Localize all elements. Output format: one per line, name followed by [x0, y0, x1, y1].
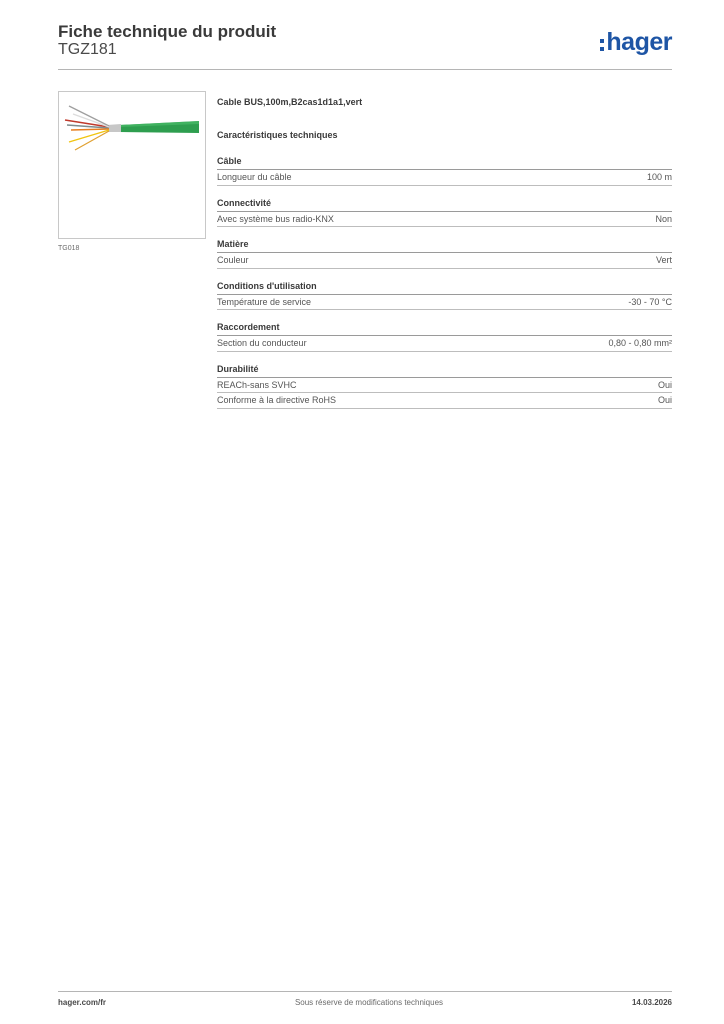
spec-row — [217, 378, 672, 394]
footer-divider — [58, 991, 672, 992]
spec-label: Longueur du câble — [217, 172, 292, 182]
page-footer — [58, 998, 672, 1007]
specs-title: Caractéristiques techniques — [217, 130, 338, 140]
section-heading: Durabilité — [217, 364, 672, 378]
header-divider — [58, 69, 672, 70]
spec-value: Oui — [657, 395, 672, 405]
spec-label: Avec système bus radio-KNX — [217, 213, 334, 224]
section-heading: Connectivité — [217, 198, 672, 212]
document-title: Fiche technique du produit — [58, 22, 277, 41]
bus-cable-icon — [59, 92, 205, 238]
hager-logo — [600, 28, 672, 57]
footer-website: hager.com/fr — [58, 998, 107, 1007]
spec-label: Couleur — [217, 255, 249, 265]
spec-row — [217, 295, 672, 311]
spec-label: Conforme à la directive RoHS — [217, 395, 337, 405]
spec-section — [217, 364, 672, 409]
spec-label: Température de service — [217, 296, 312, 307]
spec-section — [217, 281, 672, 311]
spec-value: Non — [655, 213, 672, 224]
spec-value: -30 - 70 °C — [628, 296, 672, 307]
logo-text: hager — [606, 28, 672, 56]
spec-row — [217, 253, 672, 269]
spec-value: Vert — [655, 255, 672, 265]
image-code: TG018 — [58, 245, 80, 252]
spec-section — [217, 156, 672, 186]
spec-row — [217, 170, 672, 186]
spec-label: REACh-sans SVHC — [217, 379, 297, 390]
section-heading: Câble — [217, 156, 672, 170]
spec-row — [217, 336, 672, 352]
spec-row — [217, 212, 672, 228]
section-heading: Matière — [217, 239, 672, 253]
footer-notice: Sous réserve de modifications techniques — [294, 998, 444, 1007]
product-description: Cable BUS,100m,B2cas1d1a1,vert — [217, 97, 363, 107]
spec-value: Oui — [657, 379, 672, 390]
spec-section — [217, 322, 672, 352]
spec-section — [217, 239, 672, 269]
section-heading: Conditions d'utilisation — [217, 281, 672, 295]
spec-value: 0,80 - 0,80 mm² — [608, 338, 672, 348]
spec-section — [217, 198, 672, 228]
spec-row — [217, 393, 672, 409]
product-image — [58, 91, 206, 239]
spec-content — [217, 97, 672, 409]
spec-label: Section du conducteur — [217, 338, 307, 348]
logo-dots-icon — [600, 39, 604, 51]
product-reference: TGZ181 — [58, 41, 117, 58]
section-heading: Raccordement — [217, 322, 672, 336]
spec-value: 100 m — [646, 172, 672, 182]
footer-date: 14.03.2026 — [631, 998, 672, 1007]
